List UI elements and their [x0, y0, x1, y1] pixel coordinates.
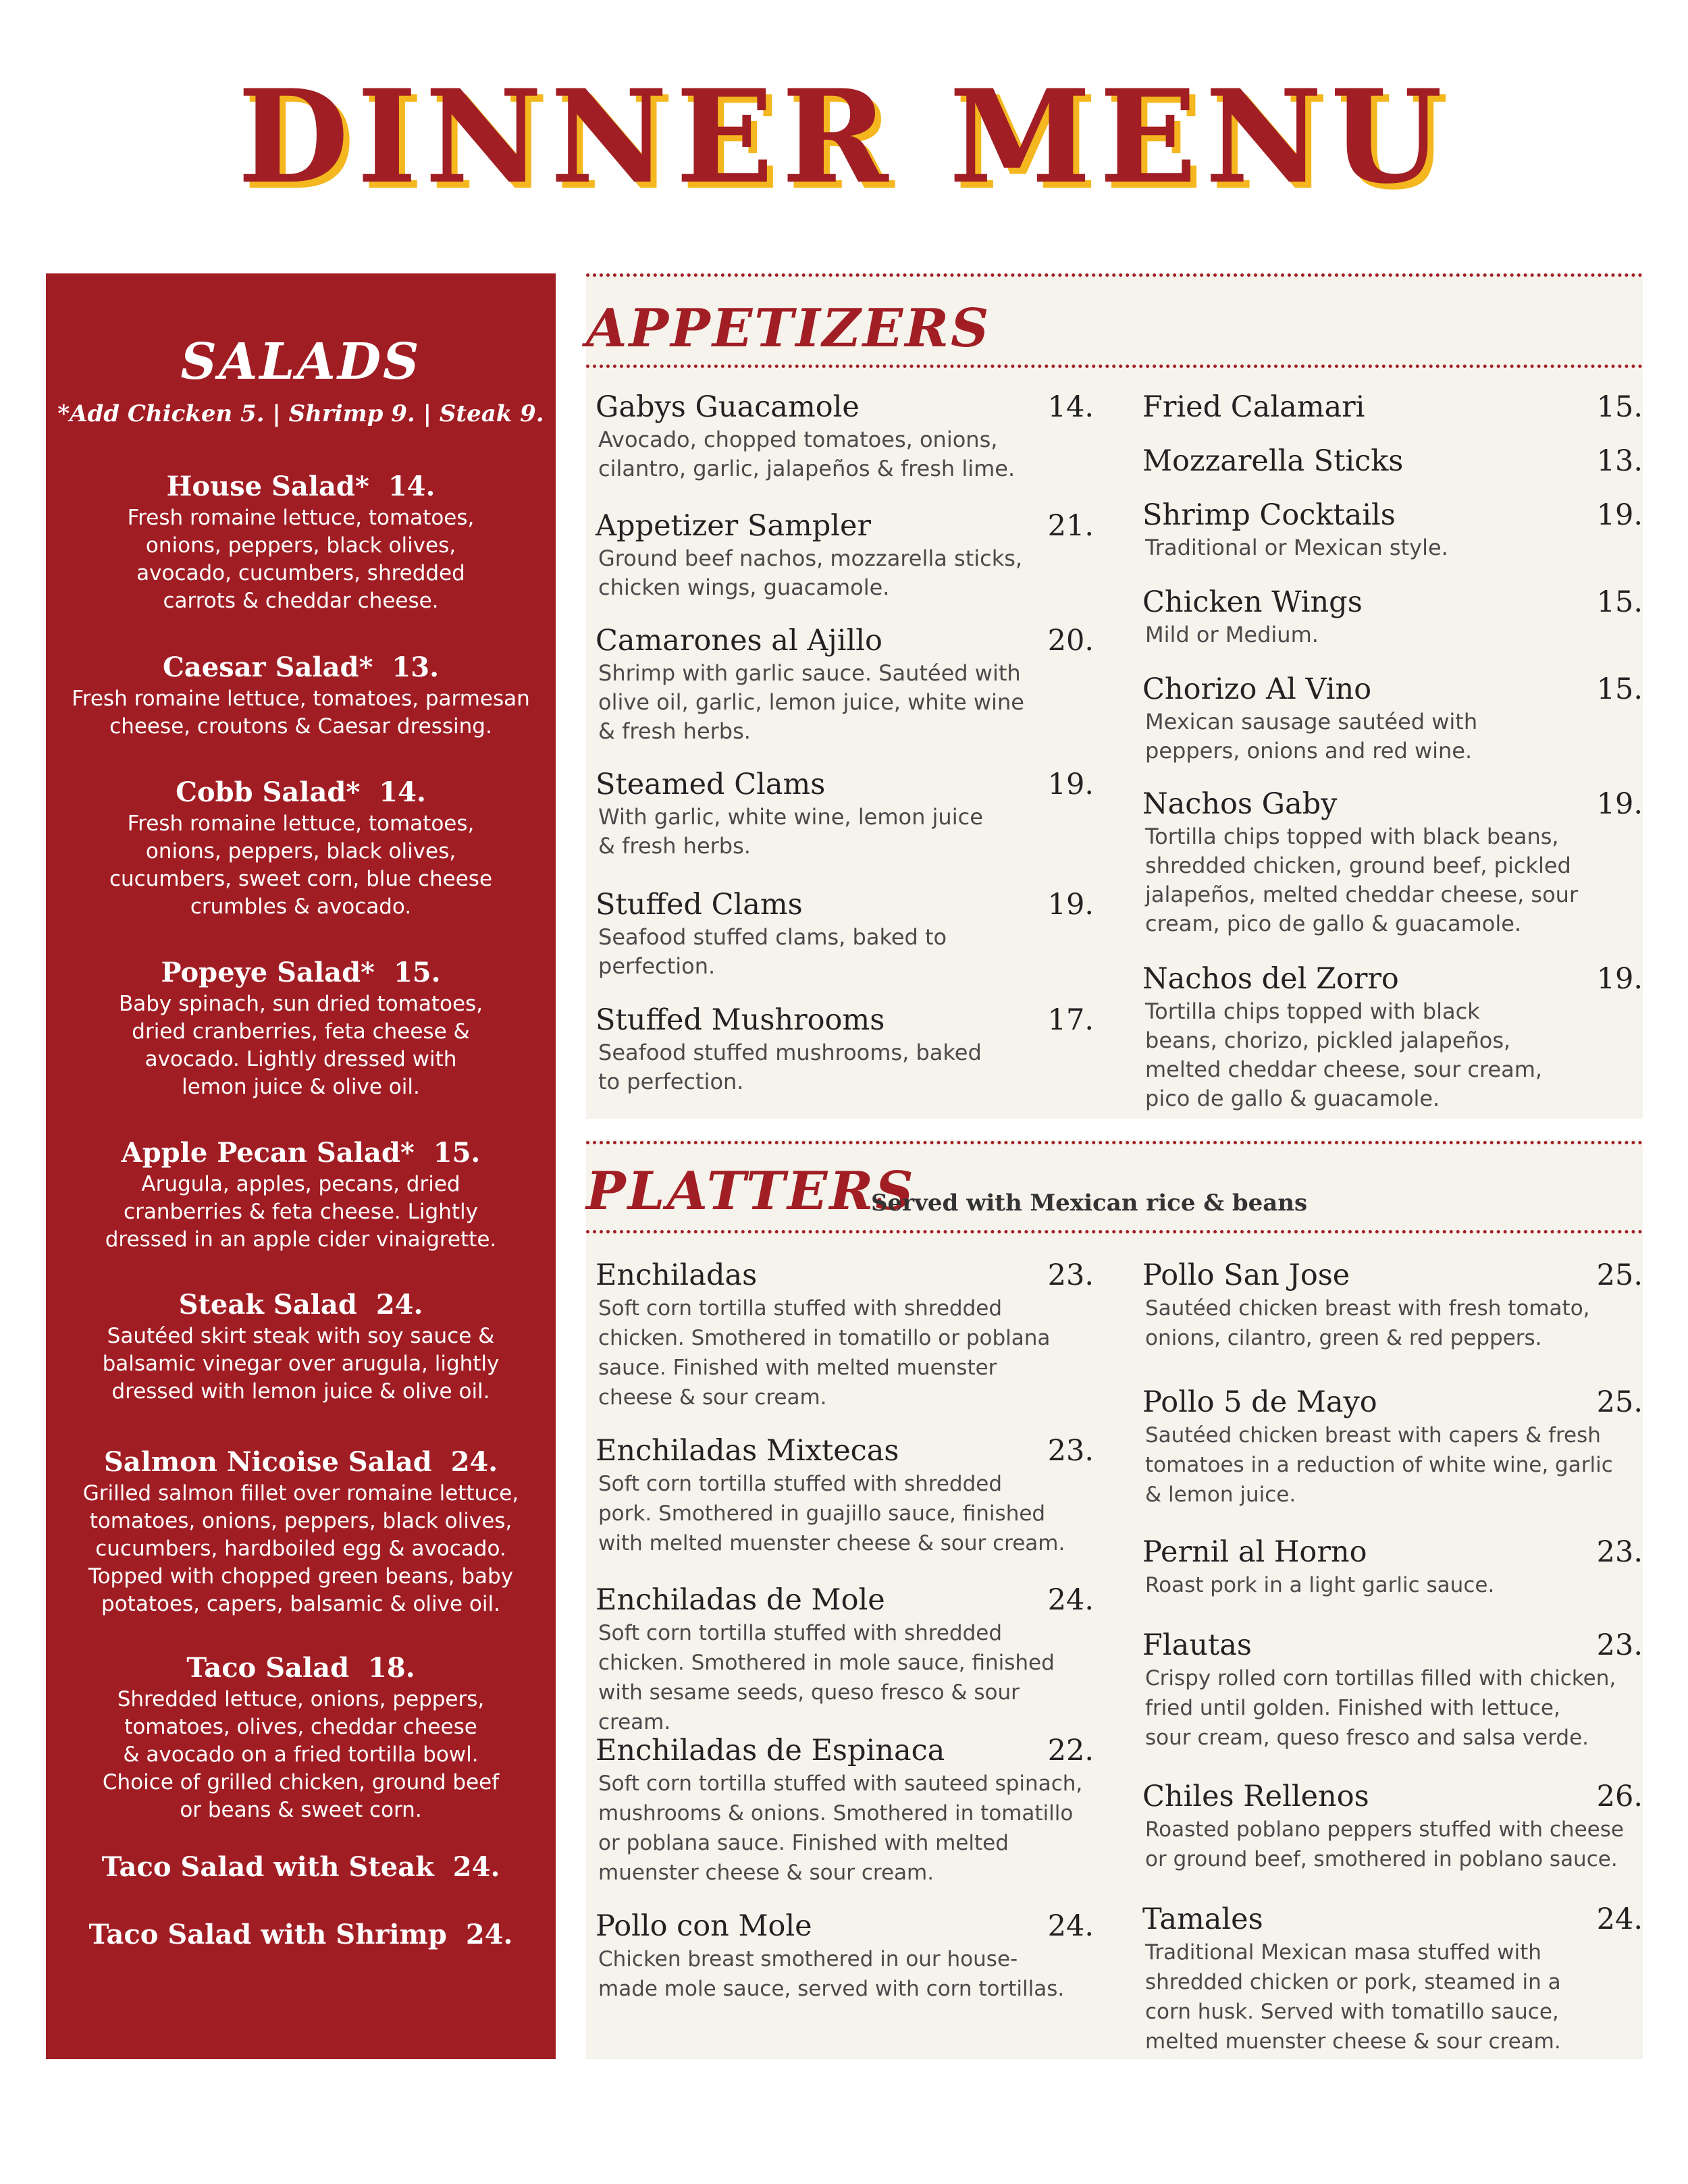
item-description: Sautéed chicken breast with capers & fresh tomatoes in a reduction of white wine, garlic & lemon juice.: [1145, 1423, 1613, 1507]
menu-item: [1142, 961, 1643, 1113]
menu-item: [1142, 1257, 1643, 1353]
menu-item: [1142, 443, 1643, 479]
menu-item: [1142, 1534, 1643, 1600]
item-price: 24.: [1596, 1902, 1643, 1936]
menu-item: [1142, 1778, 1643, 1874]
item-description: Soft corn tortilla stuffed with sauteed spinach, mushrooms & onions. Smothered in tomatillo or poblana sauce. Finished with melted muenster cheese & sour cream.: [598, 1772, 1083, 1885]
salad-item: [46, 775, 556, 921]
item-name: Popeye Salad*: [161, 957, 375, 988]
platters-subheading: Served with Mexican rice & beans: [871, 1190, 1308, 1217]
menu-item: [596, 508, 1094, 602]
menu-item: [1142, 1901, 1643, 2056]
menu-item: [596, 1582, 1094, 1737]
salad-item: [46, 469, 556, 615]
item-name: House Salad*: [166, 471, 369, 502]
item-name: Nachos Gaby: [1142, 787, 1338, 821]
item-price: 21.: [1047, 509, 1094, 543]
item-description: Avocado, chopped tomatoes, onions, cilantro, garlic, jalapeños & fresh lime.: [598, 427, 1016, 481]
item-name: Shrimp Cocktails: [1142, 498, 1396, 532]
item-name: Chiles Rellenos: [1142, 1780, 1369, 1813]
menu-item: [596, 389, 1094, 483]
item-description: Shredded lettuce, onions, peppers, tomatoes, olives, cheddar cheese & avocado on a fried tortilla bowl. Choice of grilled chicken, ground beef or beans & sweet corn.: [102, 1687, 500, 1822]
item-name: Chorizo Al Vino: [1142, 672, 1372, 706]
salads-addon-note: *Add Chicken 5. | Shrimp 9. | Steak 9.: [57, 400, 544, 427]
item-price: 23.: [1047, 1434, 1094, 1468]
item-description: Sautéed chicken breast with fresh tomato, onions, cilantro, green & red peppers.: [1145, 1296, 1590, 1350]
item-name: Steak Salad: [178, 1289, 357, 1321]
salad-item: [46, 1136, 556, 1254]
item-name: Pollo con Mole: [596, 1909, 812, 1943]
salad-item: [46, 1651, 556, 1824]
salads-heading: SALADS: [180, 333, 421, 391]
item-price: 13.: [1596, 444, 1643, 478]
menu-item: [1142, 786, 1643, 938]
item-price: 15.: [393, 957, 441, 988]
item-name: Pollo San Jose: [1142, 1258, 1350, 1292]
item-name: Enchiladas Mixtecas: [596, 1434, 899, 1468]
item-description: Tortilla chips topped with black beans, shredded chicken, ground beef, pickled jalapeños, melted cheddar cheese, sour cream, pico de gallo & guacamole.: [1145, 824, 1579, 936]
item-name: Enchiladas de Mole: [596, 1583, 885, 1617]
menu-item: [596, 1732, 1094, 1888]
item-description: Traditional Mexican masa stuffed with shredded chicken or pork, steamed in a corn husk. Served with tomatillo sauce, melted muenster cheese & sour cream.: [1145, 1940, 1561, 2054]
item-description: Crispy rolled corn tortillas filled with chicken, fried until golden. Finished with lettuce, sour cream, queso fresco and salsa verde.: [1145, 1666, 1616, 1750]
dotted-divider: [586, 365, 1643, 368]
item-description: Fresh romaine lettuce, tomatoes, onions, peppers, black olives, cucumbers, sweet corn, blue cheese crumbles & avocado.: [109, 811, 493, 919]
item-price: 15.: [1596, 390, 1643, 424]
menu-item: [596, 886, 1094, 981]
item-price: 24.: [1047, 1583, 1094, 1617]
item-description: Sautéed skirt steak with soy sauce & balsamic vinegar over arugula, lightly dressed with lemon juice & olive oil.: [102, 1324, 500, 1404]
menu-item: [1142, 584, 1643, 649]
item-price: 15.: [433, 1137, 481, 1169]
item-price: 13.: [392, 651, 440, 683]
item-name: Appetizer Sampler: [596, 509, 872, 543]
item-description: Grilled salmon fillet over romaine lettuce, tomatoes, onions, peppers, black olives, cucumbers, hardboiled egg & avocado. Topped with chopped green beans, baby potatoes, capers, balsamic & olive oil.: [82, 1481, 519, 1616]
item-description: Mexican sausage sautéed with peppers, onions and red wine.: [1145, 709, 1478, 764]
item-name: Pernil al Horno: [1142, 1535, 1367, 1569]
item-name: Salmon Nicoise Salad: [103, 1446, 432, 1478]
item-name: Taco Salad with Shrimp: [88, 1919, 447, 1950]
item-description: Tortilla chips topped with black beans, chorizo, pickled jalapeños, melted cheddar cheese, sour cream, pico de gallo & guacamole.: [1145, 998, 1543, 1111]
menu-item: [596, 1433, 1094, 1558]
menu-item: [1142, 1627, 1643, 1753]
item-price: 22.: [1047, 1734, 1094, 1767]
item-description: Arugula, apples, pecans, dried cranberries & feta cheese. Lightly dressed in an apple cider vinaigrette.: [105, 1172, 497, 1252]
item-name: Caesar Salad*: [162, 651, 373, 683]
item-description: Shrimp with garlic sauce. Sautéed with olive oil, garlic, lemon juice, white wine & fresh herbs.: [598, 660, 1024, 744]
item-description: Chicken breast smothered in our house- made mole sauce, served with corn tortillas.: [598, 1947, 1065, 2001]
item-name: Tamales: [1142, 1902, 1263, 1936]
item-name: Nachos del Zorro: [1142, 962, 1399, 996]
item-description: Soft corn tortilla stuffed with shredded pork. Smothered in guajillo sauce, finished with melted muenster cheese & sour cream.: [598, 1472, 1065, 1555]
item-price: 19.: [1596, 498, 1643, 532]
item-price: 25.: [1596, 1258, 1643, 1292]
menu-title: DINNER MENU: [237, 61, 1451, 212]
item-description: Baby spinach, sun dried tomatoes, dried cranberries, feta cheese & avocado. Lightly dressed with lemon juice & olive oil.: [118, 992, 483, 1099]
salads-panel: [46, 273, 556, 2059]
item-name: Pollo 5 de Mayo: [1142, 1385, 1377, 1419]
item-price: 25.: [1596, 1385, 1643, 1419]
item-description: Seafood stuffed mushrooms, baked to perfection.: [598, 1040, 982, 1094]
menu-item: [1142, 671, 1643, 766]
item-price: 17.: [1047, 1003, 1094, 1037]
item-description: Soft corn tortilla stuffed with shredded chicken. Smothered in mole sauce, finished with sesame seeds, queso fresco & sour cream.: [598, 1621, 1055, 1734]
item-name: Chicken Wings: [1142, 585, 1363, 619]
item-description: Roasted poblano peppers stuffed with cheese or ground beef, smothered in poblano sauce.: [1145, 1817, 1624, 1871]
item-price: 24.: [1047, 1909, 1094, 1943]
item-price: 15.: [1596, 585, 1643, 619]
item-price: 24.: [375, 1289, 423, 1321]
item-price: 15.: [1596, 672, 1643, 706]
dotted-divider: [586, 1141, 1643, 1144]
item-price: 14.: [379, 776, 426, 808]
menu-item: [1142, 389, 1643, 425]
salad-item: [46, 650, 556, 741]
item-description: Roast pork in a light garlic sauce.: [1145, 1573, 1495, 1597]
menu-item: [596, 766, 1094, 861]
item-price: 19.: [1047, 888, 1094, 922]
item-name: Taco Salad with Steak: [101, 1851, 434, 1883]
item-price: 23.: [1596, 1628, 1643, 1662]
item-name: Flautas: [1142, 1628, 1252, 1662]
item-name: Taco Salad: [186, 1652, 350, 1684]
item-price: 19.: [1596, 787, 1643, 821]
salad-item: [46, 1287, 556, 1406]
menu-item: [596, 1908, 1094, 2004]
item-name: Mozzarella Sticks: [1142, 444, 1404, 478]
appetizers-heading: APPETIZERS: [586, 298, 991, 359]
item-price: 19.: [1047, 768, 1094, 801]
item-name: Fried Calamari: [1142, 390, 1365, 424]
item-price: 23.: [1047, 1258, 1094, 1292]
item-name: Cobb Salad*: [176, 776, 361, 808]
item-name: Steamed Clams: [596, 768, 826, 801]
item-name: Enchiladas de Espinaca: [596, 1734, 945, 1767]
salad-item: [46, 1445, 556, 1618]
item-price: 26.: [1596, 1780, 1643, 1813]
item-price: 24.: [452, 1851, 500, 1883]
item-name: Stuffed Mushrooms: [596, 1003, 885, 1037]
item-description: Fresh romaine lettuce, tomatoes, onions, peppers, black olives, avocado, cucumbers, shredded carrots & cheddar cheese.: [127, 506, 475, 613]
item-price: 24.: [465, 1919, 513, 1950]
item-name: Apple Pecan Salad*: [121, 1137, 415, 1169]
item-name: Stuffed Clams: [596, 888, 803, 922]
item-price: 19.: [1596, 962, 1643, 996]
menu-item: [1142, 497, 1643, 562]
item-description: Fresh romaine lettuce, tomatoes, parmesan cheese, croutons & Caesar dressing.: [72, 687, 530, 739]
item-description: Traditional or Mexican style.: [1145, 535, 1448, 560]
item-price: 14.: [1047, 390, 1094, 424]
menu-item: [596, 622, 1094, 746]
menu-item: [596, 1002, 1094, 1096]
item-price: 14.: [388, 471, 436, 502]
item-price: 18.: [368, 1652, 415, 1684]
item-price: 20.: [1047, 624, 1094, 658]
item-price: 24.: [450, 1446, 498, 1478]
item-name: Enchiladas: [596, 1258, 758, 1292]
menu-item: [1142, 1384, 1643, 1510]
menu-item: [596, 1257, 1094, 1412]
item-name: Gabys Guacamole: [596, 390, 860, 424]
item-description: Mild or Medium.: [1145, 622, 1319, 647]
item-name: Camarones al Ajillo: [596, 624, 882, 658]
item-description: Seafood stuffed clams, baked to perfection.: [598, 924, 947, 979]
item-description: Soft corn tortilla stuffed with shredded chicken. Smothered in tomatillo or poblana sauce. Finished with melted muenster cheese & sour cream.: [598, 1296, 1051, 1410]
dotted-divider: [586, 273, 1643, 277]
salad-item: [46, 1917, 556, 1952]
item-description: With garlic, white wine, lemon juice & fresh herbs.: [598, 804, 983, 859]
item-description: Ground beef nachos, mozzarella sticks, chicken wings, guacamole.: [598, 545, 1023, 600]
item-price: 23.: [1596, 1535, 1643, 1569]
platters-heading: PLATTERS: [586, 1161, 916, 1222]
salad-item: [46, 1850, 556, 1885]
salad-item: [46, 955, 556, 1101]
dotted-divider: [586, 1230, 1643, 1233]
